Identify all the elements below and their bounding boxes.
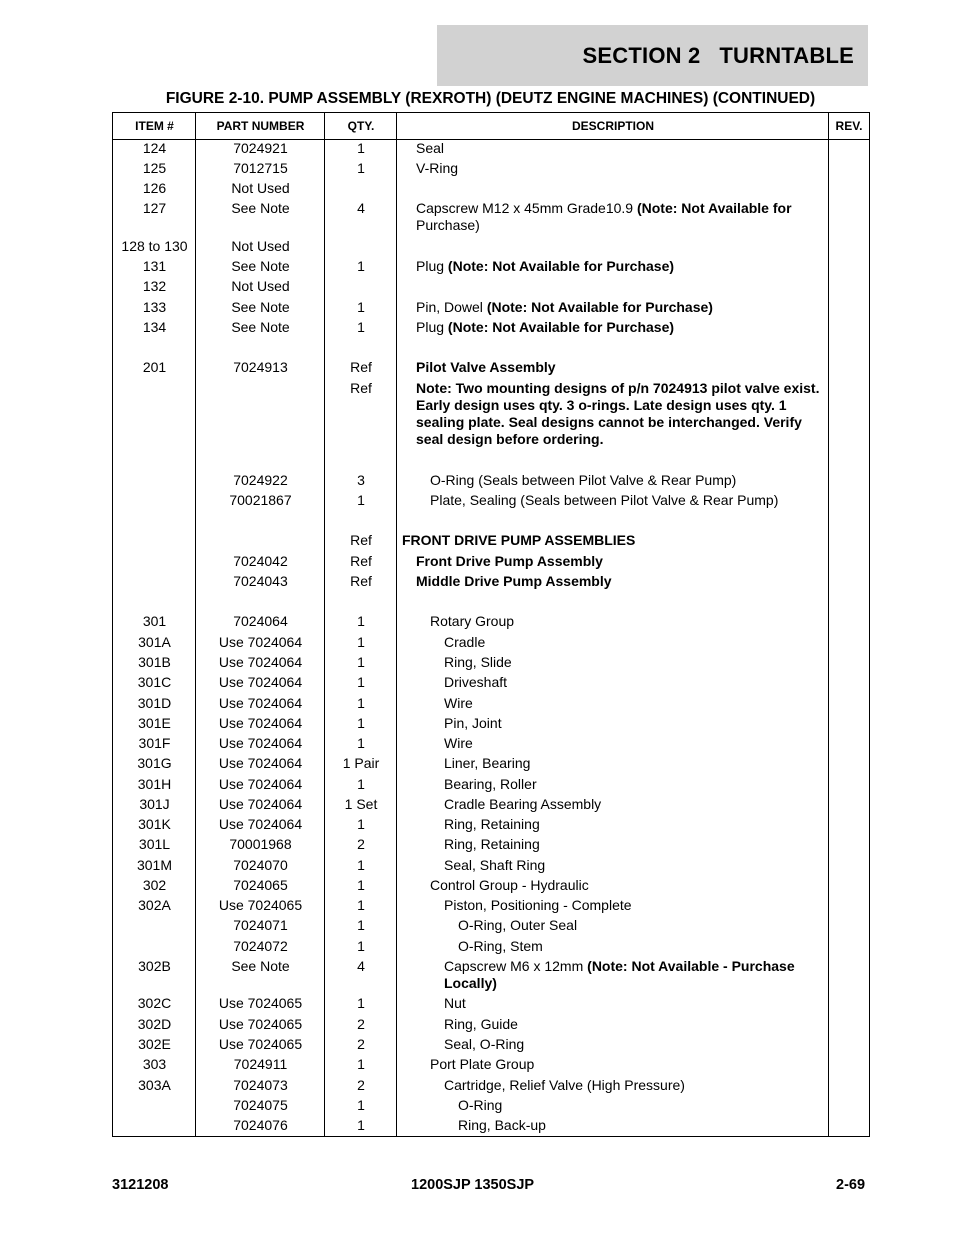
description-bold-text: Middle Drive Pump Assembly bbox=[416, 573, 612, 589]
part-number: 7024911 bbox=[233, 1056, 288, 1072]
quantity: 1 bbox=[357, 1117, 365, 1133]
item-number: 124 bbox=[142, 140, 167, 156]
description bbox=[402, 654, 827, 671]
part-number: 7012715 bbox=[233, 160, 288, 176]
part-number: Not Used bbox=[231, 180, 290, 196]
item-number: 301J bbox=[139, 796, 170, 812]
description bbox=[402, 1056, 827, 1073]
part-number: Use 7024064 bbox=[218, 776, 303, 792]
description-bold-text: (Note: Not Available for Purchase) bbox=[447, 319, 675, 335]
item-number: 301M bbox=[136, 857, 173, 873]
part-number: 7024075 bbox=[233, 1097, 288, 1113]
header-part-number: PART NUMBER bbox=[216, 119, 305, 133]
description bbox=[402, 755, 827, 772]
item-number: 301 bbox=[142, 613, 167, 629]
part-number: Use 7024064 bbox=[218, 674, 303, 690]
description bbox=[402, 796, 827, 813]
description-text: Purchase) bbox=[416, 217, 480, 233]
header-rev: REV. bbox=[835, 119, 863, 133]
description-bold-text: (Note: Not Available for Purchase) bbox=[447, 258, 675, 274]
description bbox=[402, 492, 827, 509]
description-text: Driveshaft bbox=[444, 674, 508, 690]
description bbox=[402, 776, 827, 793]
description bbox=[402, 917, 827, 934]
header-qty: QTY. bbox=[347, 119, 375, 133]
description bbox=[402, 359, 827, 376]
item-number: 301C bbox=[137, 674, 172, 690]
part-number: 7024070 bbox=[233, 857, 288, 873]
description-text: Seal, Shaft Ring bbox=[444, 857, 546, 873]
quantity: 1 Pair bbox=[342, 755, 380, 771]
part-number: Use 7024065 bbox=[218, 995, 303, 1011]
section-header bbox=[437, 25, 868, 86]
part-number: See Note bbox=[231, 299, 290, 315]
quantity: 1 bbox=[357, 1097, 365, 1113]
description-bold-text: (Note: Not Available for bbox=[636, 200, 792, 216]
item-number: 301A bbox=[138, 634, 171, 650]
quantity: 1 bbox=[357, 816, 365, 832]
part-number: Use 7024064 bbox=[218, 695, 303, 711]
description-text: Wire bbox=[444, 695, 473, 711]
description-text: Wire bbox=[444, 735, 473, 751]
quantity: 1 bbox=[357, 258, 365, 274]
quantity: 2 bbox=[357, 1016, 365, 1032]
part-number: Not Used bbox=[231, 238, 290, 254]
item-number: 301L bbox=[138, 836, 171, 852]
footer-doc-number: 3121208 bbox=[112, 1177, 169, 1193]
quantity: 1 bbox=[357, 160, 365, 176]
description bbox=[402, 836, 827, 853]
item-number: 125 bbox=[142, 160, 167, 176]
item-number: 302A bbox=[138, 897, 171, 913]
part-number: 7024043 bbox=[233, 573, 288, 589]
description-text: Cradle Bearing Assembly bbox=[444, 796, 602, 812]
quantity: 4 bbox=[357, 200, 365, 216]
part-number: See Note bbox=[231, 319, 290, 335]
quantity: 1 bbox=[357, 299, 365, 315]
quantity: 1 bbox=[357, 897, 365, 913]
description bbox=[402, 299, 827, 316]
description-text: Plug bbox=[416, 319, 448, 335]
part-number: Use 7024064 bbox=[218, 715, 303, 731]
part-number: See Note bbox=[231, 958, 290, 974]
item-number: 302E bbox=[138, 1036, 171, 1052]
part-number: Use 7024065 bbox=[218, 1016, 303, 1032]
item-number: 127 bbox=[142, 200, 167, 216]
description-text: Ring, Retaining bbox=[444, 816, 540, 832]
description bbox=[402, 938, 827, 955]
description bbox=[402, 140, 827, 157]
description bbox=[402, 319, 827, 336]
part-number: 70021867 bbox=[229, 492, 292, 508]
description-text: Pin, Dowel bbox=[416, 299, 487, 315]
description-text: Rotary Group bbox=[430, 613, 515, 629]
header-description: DESCRIPTION bbox=[571, 119, 654, 133]
item-number: 303A bbox=[138, 1077, 171, 1093]
quantity: Ref bbox=[350, 553, 372, 569]
description-text: Seal bbox=[416, 140, 445, 156]
quantity: 2 bbox=[357, 1036, 365, 1052]
quantity: 1 bbox=[357, 634, 365, 650]
description-text: Seal, O-Ring bbox=[444, 1036, 525, 1052]
header-item: ITEM # bbox=[135, 119, 174, 133]
quantity: 1 bbox=[357, 319, 365, 335]
part-number: See Note bbox=[231, 258, 290, 274]
table-header bbox=[113, 113, 869, 140]
description bbox=[402, 634, 827, 651]
item-number: 301D bbox=[137, 695, 172, 711]
part-number: 7024042 bbox=[233, 553, 288, 569]
item-number: 134 bbox=[142, 319, 167, 335]
quantity: 2 bbox=[357, 836, 365, 852]
part-number: 7024065 bbox=[233, 877, 288, 893]
item-number: 133 bbox=[142, 299, 167, 315]
description bbox=[402, 380, 827, 448]
part-number: 7024076 bbox=[233, 1117, 288, 1133]
item-number: 201 bbox=[142, 359, 167, 375]
description-bold-text: Note: Two mounting designs of p/n 7024913 pilot valve exist. Early design uses qty. 3 o-rings. Late design uses qty. 1 sealing plate. Seal designs cannot be interchanged. Verify seal design before ordering. bbox=[416, 380, 820, 447]
description bbox=[402, 553, 827, 570]
description bbox=[402, 695, 827, 712]
item-number: 301K bbox=[138, 816, 171, 832]
description bbox=[402, 995, 827, 1012]
figure-title: FIGURE 2-10. PUMP ASSEMBLY (REXROTH) (DEUTZ ENGINE MACHINES) (CONTINUED) bbox=[165, 90, 816, 107]
description-text: Control Group - Hydraulic bbox=[430, 877, 589, 893]
part-number: See Note bbox=[231, 200, 290, 216]
description bbox=[402, 958, 827, 992]
part-number: 7024073 bbox=[233, 1077, 288, 1093]
item-number: 301H bbox=[137, 776, 172, 792]
quantity: 1 bbox=[357, 1056, 365, 1072]
item-number: 301E bbox=[138, 715, 171, 731]
description bbox=[402, 1036, 827, 1053]
description-text: O-Ring bbox=[458, 1097, 503, 1113]
part-number: Use 7024064 bbox=[218, 755, 303, 771]
part-number: 7024072 bbox=[233, 938, 288, 954]
quantity: 1 bbox=[357, 613, 365, 629]
item-number: 302B bbox=[138, 958, 171, 974]
quantity: 1 bbox=[357, 877, 365, 893]
item-number: 302C bbox=[137, 995, 172, 1011]
description-text: Ring, Slide bbox=[444, 654, 512, 670]
description-text: Bearing, Roller bbox=[444, 776, 537, 792]
description bbox=[402, 1097, 827, 1114]
description bbox=[402, 1016, 827, 1033]
item-number: 303 bbox=[142, 1056, 167, 1072]
description bbox=[402, 613, 827, 630]
description bbox=[402, 715, 827, 732]
description-bold-text: (Note: Not Available - Purchase Locally) bbox=[444, 958, 795, 991]
part-number: 7024913 bbox=[233, 359, 288, 375]
description-text: Cradle bbox=[444, 634, 486, 650]
description-bold-text: Pilot Valve Assembly bbox=[416, 359, 556, 375]
description-text: O-Ring (Seals between Pilot Valve & Rear Pump) bbox=[430, 472, 737, 488]
quantity: Ref bbox=[350, 359, 372, 375]
description bbox=[402, 897, 827, 914]
item-number: 126 bbox=[142, 180, 167, 196]
description-text: V-Ring bbox=[416, 160, 459, 176]
description-text: Cartridge, Relief Valve (High Pressure) bbox=[444, 1077, 685, 1093]
description bbox=[402, 532, 827, 549]
quantity: 1 bbox=[357, 492, 365, 508]
part-number: Not Used bbox=[231, 278, 290, 294]
item-number: 302D bbox=[137, 1016, 172, 1032]
description bbox=[402, 258, 827, 275]
description bbox=[402, 674, 827, 691]
description bbox=[402, 816, 827, 833]
part-number: Use 7024064 bbox=[218, 735, 303, 751]
description-text: Ring, Retaining bbox=[444, 836, 540, 852]
part-number: Use 7024064 bbox=[218, 816, 303, 832]
part-number: Use 7024064 bbox=[218, 796, 303, 812]
description-text: Capscrew M6 x 12mm bbox=[444, 958, 588, 974]
description-text: Plug bbox=[416, 258, 448, 274]
description-text: Pin, Joint bbox=[444, 715, 502, 731]
description bbox=[402, 857, 827, 874]
item-number: 131 bbox=[142, 258, 167, 274]
quantity: 1 bbox=[357, 938, 365, 954]
part-number: 7024064 bbox=[233, 613, 288, 629]
item-number: 301G bbox=[137, 755, 172, 771]
part-number: 70001968 bbox=[229, 836, 292, 852]
part-number: 7024071 bbox=[233, 917, 288, 933]
description bbox=[402, 160, 827, 177]
description-text: Liner, Bearing bbox=[444, 755, 531, 771]
quantity: 1 bbox=[357, 654, 365, 670]
quantity: 1 bbox=[357, 776, 365, 792]
quantity: 1 bbox=[357, 695, 365, 711]
footer-page-number: 2-69 bbox=[836, 1177, 866, 1193]
part-number: Use 7024065 bbox=[218, 1036, 303, 1052]
description-bold-text: FRONT DRIVE PUMP ASSEMBLIES bbox=[402, 532, 636, 548]
quantity: Ref bbox=[350, 532, 372, 548]
section-title: SECTION 2 TURNTABLE bbox=[582, 42, 854, 68]
quantity: 1 bbox=[357, 995, 365, 1011]
description-text: Ring, Back-up bbox=[458, 1117, 546, 1133]
description-text: Port Plate Group bbox=[430, 1056, 535, 1072]
quantity: 1 bbox=[357, 917, 365, 933]
description bbox=[402, 877, 827, 894]
quantity: 1 bbox=[357, 715, 365, 731]
quantity: 1 bbox=[357, 674, 365, 690]
parts-table bbox=[112, 112, 870, 1137]
description bbox=[402, 573, 827, 590]
description-text: O-Ring, Stem bbox=[458, 938, 543, 954]
item-number: 132 bbox=[142, 278, 167, 294]
footer-model: 1200SJP 1350SJP bbox=[411, 1177, 535, 1193]
part-number: 7024922 bbox=[233, 472, 288, 488]
description-text: Plate, Sealing (Seals between Pilot Valve & Rear Pump) bbox=[430, 492, 779, 508]
description-text: Ring, Guide bbox=[444, 1016, 518, 1032]
quantity: 3 bbox=[357, 472, 365, 488]
description bbox=[402, 1117, 827, 1134]
item-number: 301B bbox=[138, 654, 171, 670]
description-bold-text: (Note: Not Available for Purchase) bbox=[486, 299, 713, 315]
quantity: 2 bbox=[357, 1077, 365, 1093]
part-number: Use 7024064 bbox=[218, 634, 303, 650]
quantity: 1 Set bbox=[344, 796, 378, 812]
quantity: 1 bbox=[357, 857, 365, 873]
part-number: Use 7024065 bbox=[218, 897, 303, 913]
description-bold-text: Front Drive Pump Assembly bbox=[416, 553, 603, 569]
quantity: Ref bbox=[350, 380, 372, 396]
description bbox=[402, 200, 827, 234]
description bbox=[402, 472, 827, 489]
description-text: Capscrew M12 x 45mm Grade10.9 bbox=[416, 200, 637, 216]
part-number: 7024921 bbox=[233, 140, 288, 156]
item-number: 302 bbox=[142, 877, 167, 893]
item-number: 128 to 130 bbox=[121, 238, 188, 254]
part-number: Use 7024064 bbox=[218, 654, 303, 670]
column-divider bbox=[828, 113, 829, 1136]
quantity: 1 bbox=[357, 735, 365, 751]
item-number: 301F bbox=[138, 735, 171, 751]
description bbox=[402, 735, 827, 752]
description-text: Piston, Positioning - Complete bbox=[444, 897, 632, 913]
quantity: 4 bbox=[357, 958, 365, 974]
description-text: O-Ring, Outer Seal bbox=[458, 917, 578, 933]
quantity: Ref bbox=[350, 573, 372, 589]
quantity: 1 bbox=[357, 140, 365, 156]
description bbox=[402, 1077, 827, 1094]
description-text: Nut bbox=[444, 995, 466, 1011]
